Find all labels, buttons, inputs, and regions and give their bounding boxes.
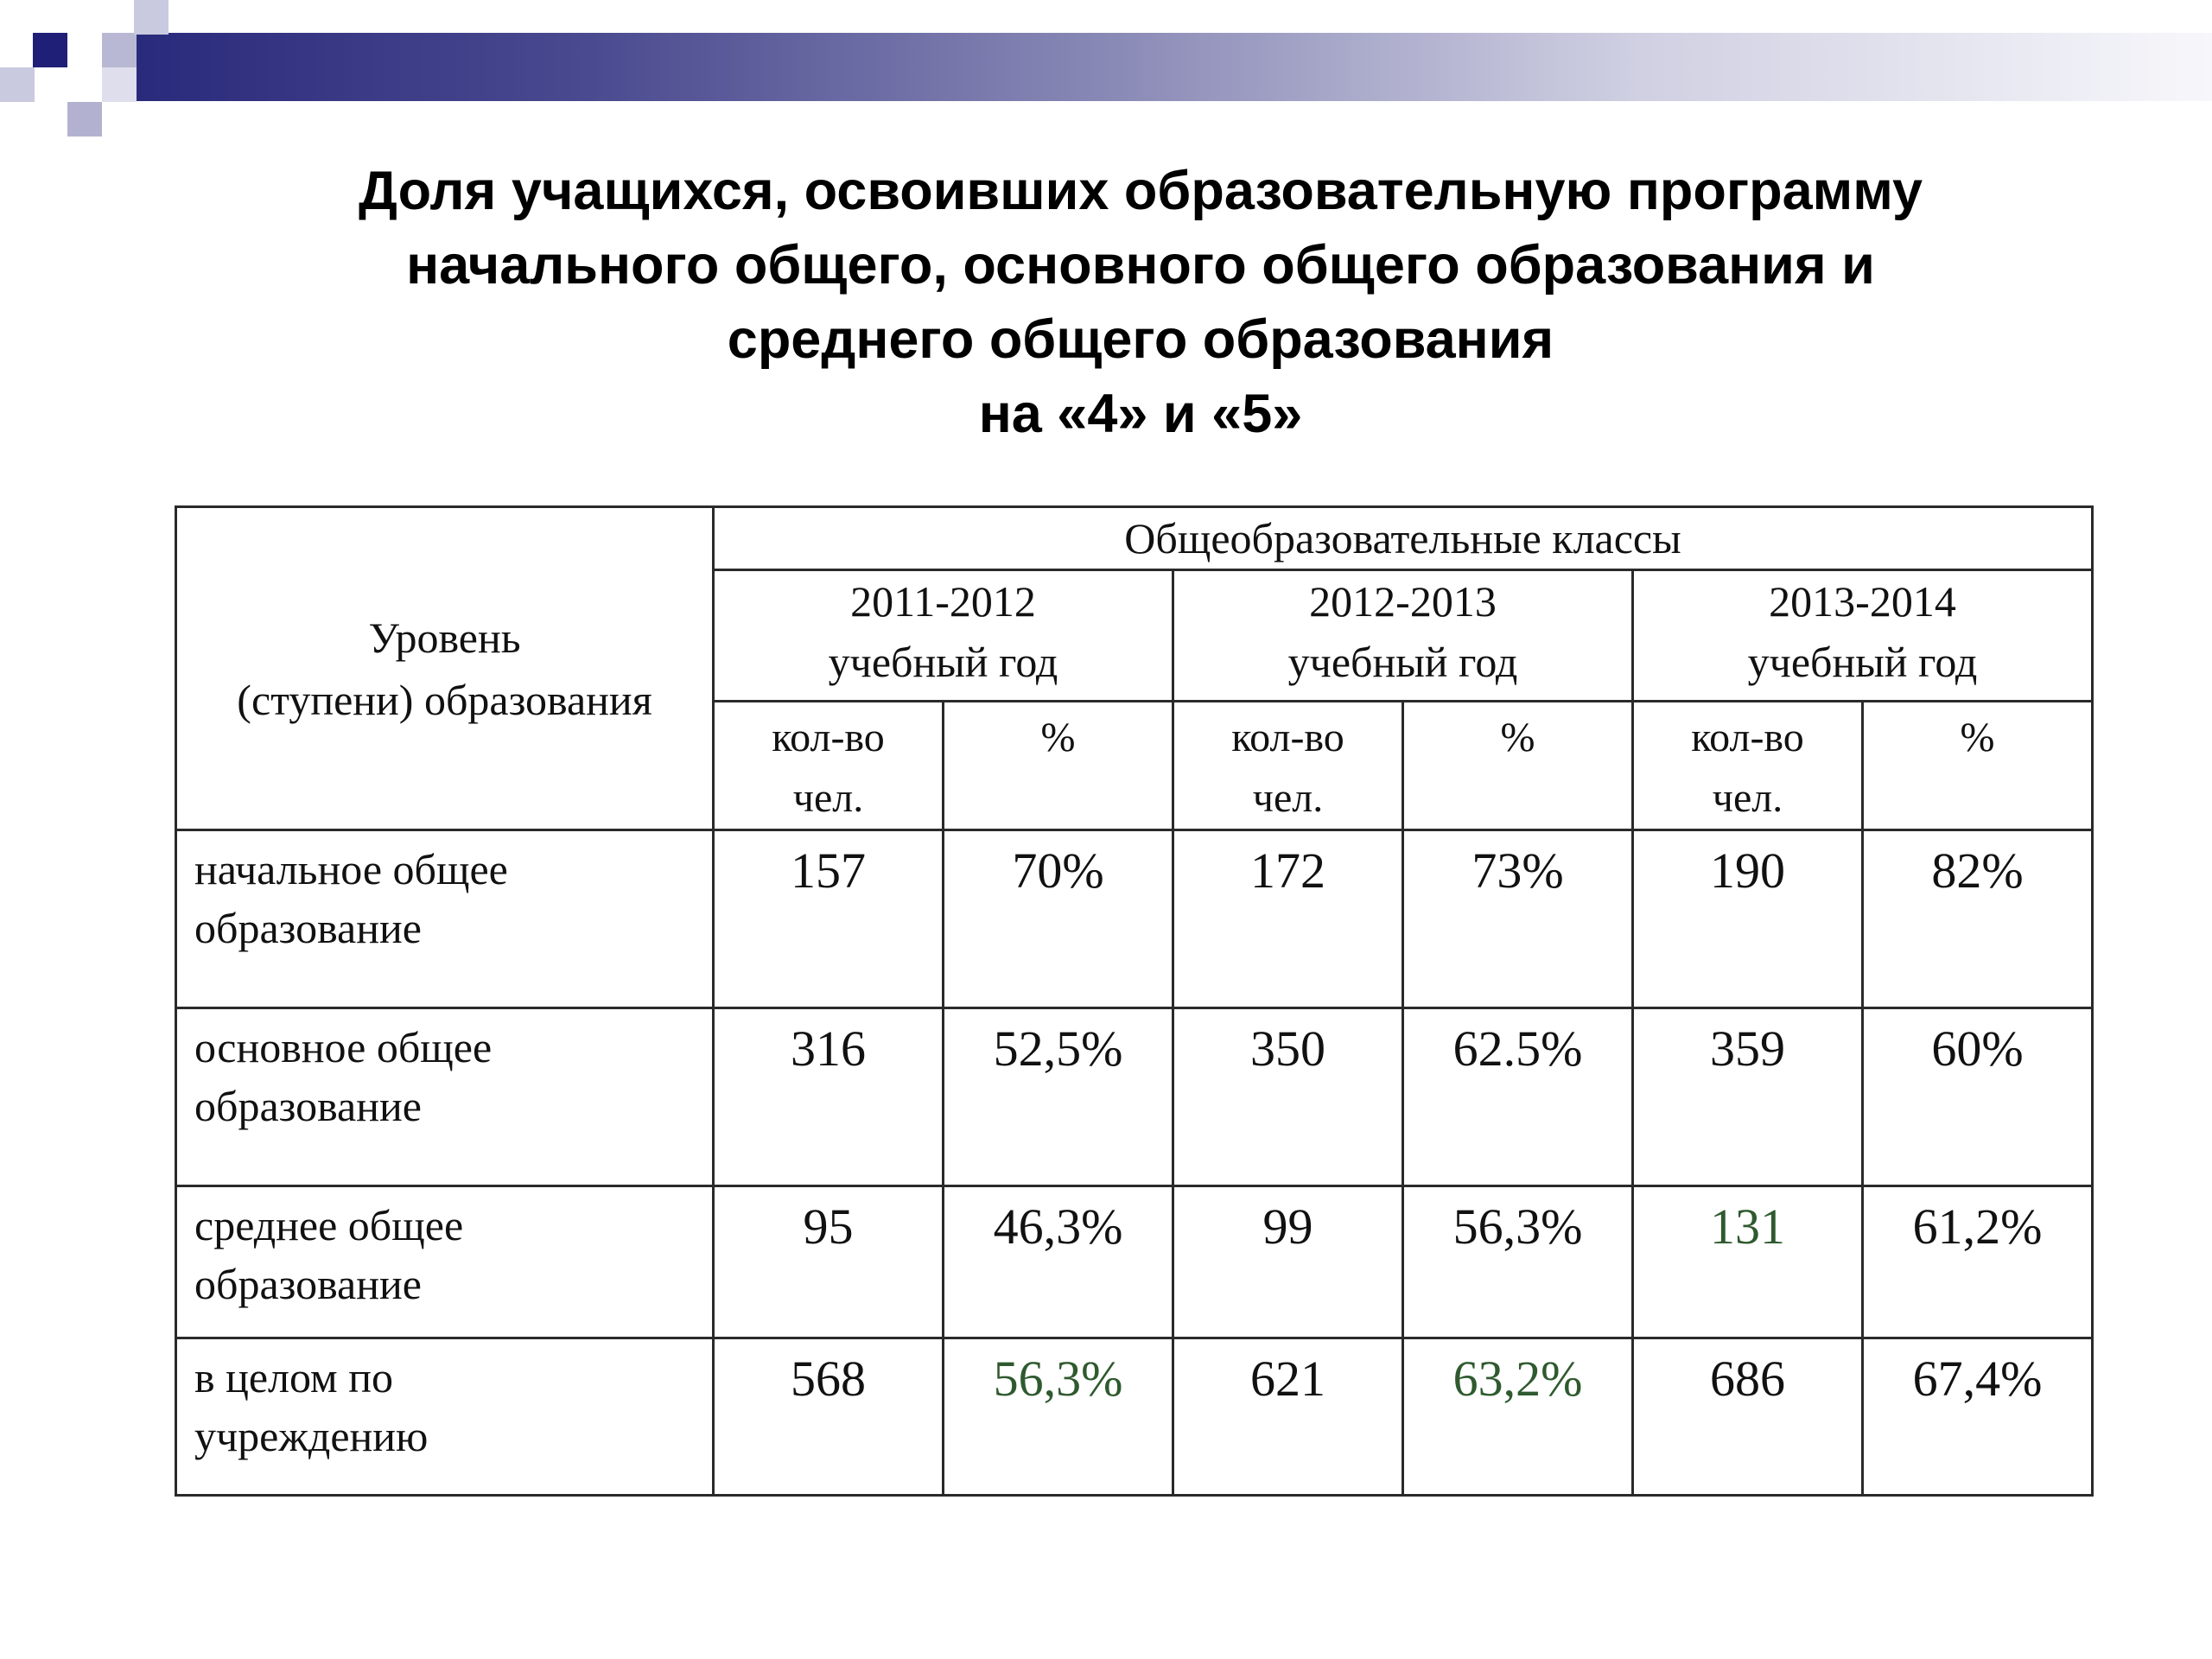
percent-header-cell [1403, 702, 1633, 830]
count-cell: 621 [1173, 1338, 1403, 1496]
row-label-line1: в целом по [194, 1353, 393, 1402]
count-cell: 316 [714, 1008, 944, 1186]
header-gradient-band [134, 33, 2212, 101]
count-header-line1: кол-во [1691, 715, 1804, 760]
year-range: 2013-2014 [1769, 577, 1956, 626]
count-cell: 359 [1633, 1008, 1863, 1186]
count-cell: 95 [714, 1186, 944, 1338]
table-header-row [176, 507, 2093, 570]
level-header-cell [176, 507, 714, 830]
year-label: учебный год [1747, 638, 1978, 686]
year-header-cell [714, 570, 1173, 702]
table-row [176, 1008, 2093, 1186]
count-cell: 172 [1173, 830, 1403, 1008]
title-line: среднего общего образования [727, 309, 1554, 370]
percent-cell: 60% [1863, 1008, 2093, 1186]
group-header-cell [714, 507, 2093, 570]
percent-cell: 52,5% [944, 1008, 1173, 1186]
year-label: учебный год [828, 638, 1058, 686]
row-label-line1: основное общее [194, 1023, 493, 1071]
percent-cell: 70% [944, 830, 1173, 1008]
title-line: на «4» и «5» [978, 384, 1303, 444]
row-label-cell [176, 1008, 714, 1186]
title-line: Доля учащихся, освоивших образовательную программу [358, 161, 1923, 221]
table-row [176, 1338, 2093, 1496]
count-header-cell [1173, 702, 1403, 830]
row-label-line1: начальное общее [194, 845, 508, 893]
percent-cell: 56,3% [1403, 1186, 1633, 1338]
row-label-line1: среднее общее [194, 1201, 464, 1249]
count-header-line1: кол-во [1231, 715, 1344, 760]
row-label-line2: образование [194, 1260, 422, 1308]
table-row [176, 1186, 2093, 1338]
decor-square [0, 67, 35, 102]
results-table [175, 505, 2094, 1497]
title-line: начального общего, основного общего образования и [406, 235, 1875, 296]
percent-cell: 82% [1863, 830, 2093, 1008]
group-header: Общеобразовательные классы [1124, 514, 1681, 563]
count-cell: 686 [1633, 1338, 1863, 1496]
decor-square [33, 33, 67, 67]
decor-square [102, 67, 137, 102]
year-range: 2012-2013 [1309, 577, 1497, 626]
count-header-cell [714, 702, 944, 830]
row-label-cell [176, 830, 714, 1008]
year-header-cell [1173, 570, 1633, 702]
year-label: учебный год [1287, 638, 1518, 686]
decor-square [134, 0, 168, 35]
table-row [176, 830, 2093, 1008]
decor-square [67, 102, 102, 137]
count-header-line2: чел. [1712, 775, 1783, 821]
level-header-line2: (ступени) образования [237, 675, 652, 724]
percent-cell: 67,4% [1863, 1338, 2093, 1496]
row-label-line2: учреждению [194, 1412, 429, 1460]
percent-cell: 56,3% [944, 1338, 1173, 1496]
percent-cell: 63,2% [1403, 1338, 1633, 1496]
count-cell: 99 [1173, 1186, 1403, 1338]
count-header-line2: чел. [1252, 775, 1324, 821]
year-range: 2011-2012 [850, 577, 1036, 626]
percent-cell: 46,3% [944, 1186, 1173, 1338]
count-cell: 157 [714, 830, 944, 1008]
percent-cell: 61,2% [1863, 1186, 2093, 1338]
percent-header-cell [1863, 702, 2093, 830]
count-header-line1: кол-во [772, 715, 885, 760]
percent-header-cell [944, 702, 1173, 830]
level-header-line1: Уровень [368, 613, 521, 662]
count-header-cell [1633, 702, 1863, 830]
count-cell: 350 [1173, 1008, 1403, 1186]
percent-header: % [1500, 715, 1535, 760]
percent-header: % [1040, 715, 1076, 760]
count-header-line2: чел. [792, 775, 864, 821]
count-cell: 131 [1633, 1186, 1863, 1338]
row-label-cell [176, 1186, 714, 1338]
percent-cell: 73% [1403, 830, 1633, 1008]
year-header-cell [1633, 570, 2093, 702]
percent-cell: 62.5% [1403, 1008, 1633, 1186]
row-label-line2: образование [194, 1082, 422, 1130]
decor-square [102, 33, 137, 67]
row-label-line2: образование [194, 904, 422, 952]
slide-title [138, 154, 2143, 451]
count-cell: 568 [714, 1338, 944, 1496]
row-label-cell [176, 1338, 714, 1496]
percent-header: % [1960, 715, 1995, 760]
count-cell: 190 [1633, 830, 1863, 1008]
